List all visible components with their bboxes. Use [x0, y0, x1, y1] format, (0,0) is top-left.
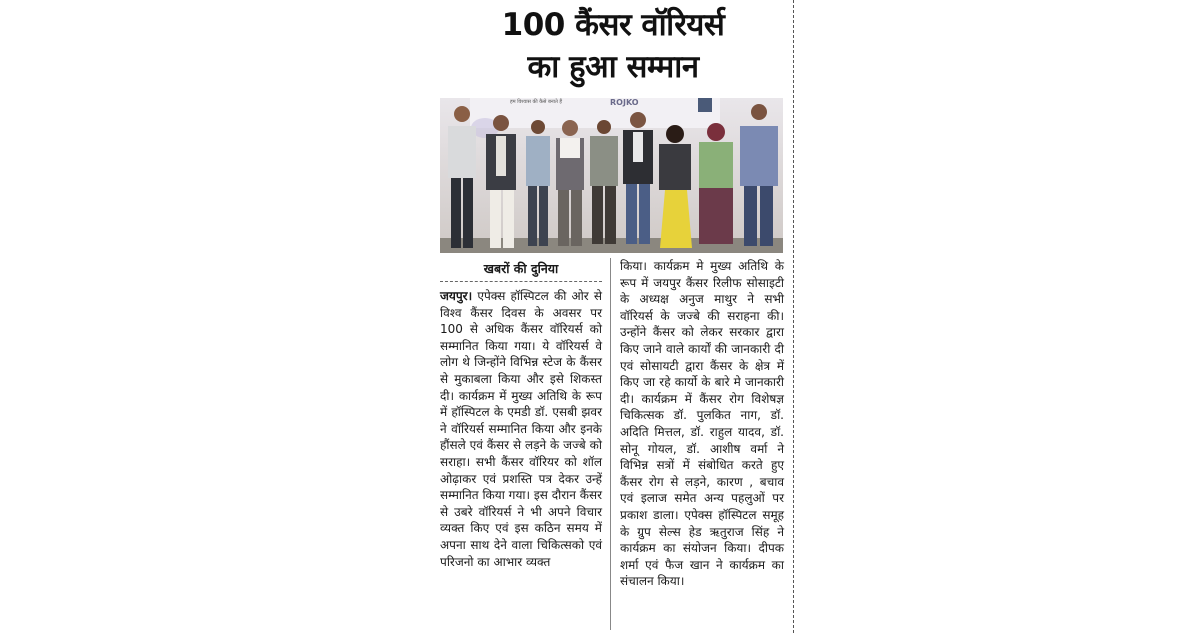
headline-line-2: का हुआ सम्मान — [527, 49, 699, 85]
article-text-right: किया। कार्यक्रम मे मुख्य अतिथि के रूप में जयपुर कैंसर रिलीफ सोसाइटी के अध्यक्ष अनुज माथुर ने सभी वॉरियर्स के जज्बे की सराहना की। उन्होंने कैंसर को लेकर सरकार द्वारा किए जाने वाले कार्यों की जानकारी दी एवं सोसायटी द्वारा कैंसर के क्षेत्र में किए जा रहे कार्यो के बारे मे जानकारी दी। कार्यक्रम में कैंसर रोग विशेषज्ञ चिकित्सक डॉ. पुलकित नाग, डॉ. अदिति मित्तल, डॉ. राहुल यादव, डॉ. सोनू गोयल, डॉ. आशीष वर्मा ने विभिन्न सत्रों में संबोधित करते हुए कैंसर रोग से लड़ने, कारण , बचाव एवं इलाज समेत अन्य पहलुओं पर प्रकाश डाला। एपेक्स हॉस्पिटल समूह के ग्रुप सेल्स हेड ऋतुराज सिंह ने कार्यक्रम का संयोजन किया। दीपक शर्मा एवं फैज खान ने कार्यक्रम का संचालन किया। — [620, 259, 784, 589]
column-divider — [610, 258, 611, 630]
backdrop-text-2: ROJKO — [610, 98, 639, 107]
headline — [435, 4, 791, 88]
article-dateline: जयपुर। — [440, 289, 473, 303]
news-photo — [440, 98, 783, 253]
byline: खबरों की दुनिया — [440, 258, 602, 282]
article-column-left — [440, 258, 602, 570]
headline-line-1: 100 कैंसर वॉरियर्स — [501, 7, 725, 43]
column-separator-rule — [793, 0, 794, 633]
article-text-left: एपेक्स हॉस्पिटल की ओर से विश्व कैंसर दिवस के अवसर पर 100 से अधिक कैंसर वॉरियर्स को सम्मानित किया गया। ये वॉरियर्स वे लोग थे जिन्होंने विभिन्न स्टेज के कैंसर से मुकाबला किया और इसे शिकस्त दी। कार्यक्रम में मुख्य अतिथि के रूप में हॉस्पिटल के एमडी डॉ. एसबी झवर ने वॉरियर्स सम्मानित किया और इनके हौंसले एवं कैंसर से लड़ने के जज्बे को सराहा। सभी कैंसर वॉरियर को शॉल ओढ़ाकर एवं प्रशस्ति पत्र देकर उन्हें सम्मानित किया गया। इस दौरान कैंसर से उबरे वॉरियर्स ने भी अपने विचार व्यक्त किए एवं इस कठिन समय में अपना साथ देने वाला चिकित्सको एवं परिजनो का आभार व्यक्त — [440, 289, 602, 569]
article-column-right — [620, 258, 784, 590]
group-photo-illustration — [440, 98, 783, 253]
backdrop-text-1: हम विश्वास की कैसे बनाते हैं — [510, 99, 563, 105]
article-body-left — [440, 288, 602, 570]
